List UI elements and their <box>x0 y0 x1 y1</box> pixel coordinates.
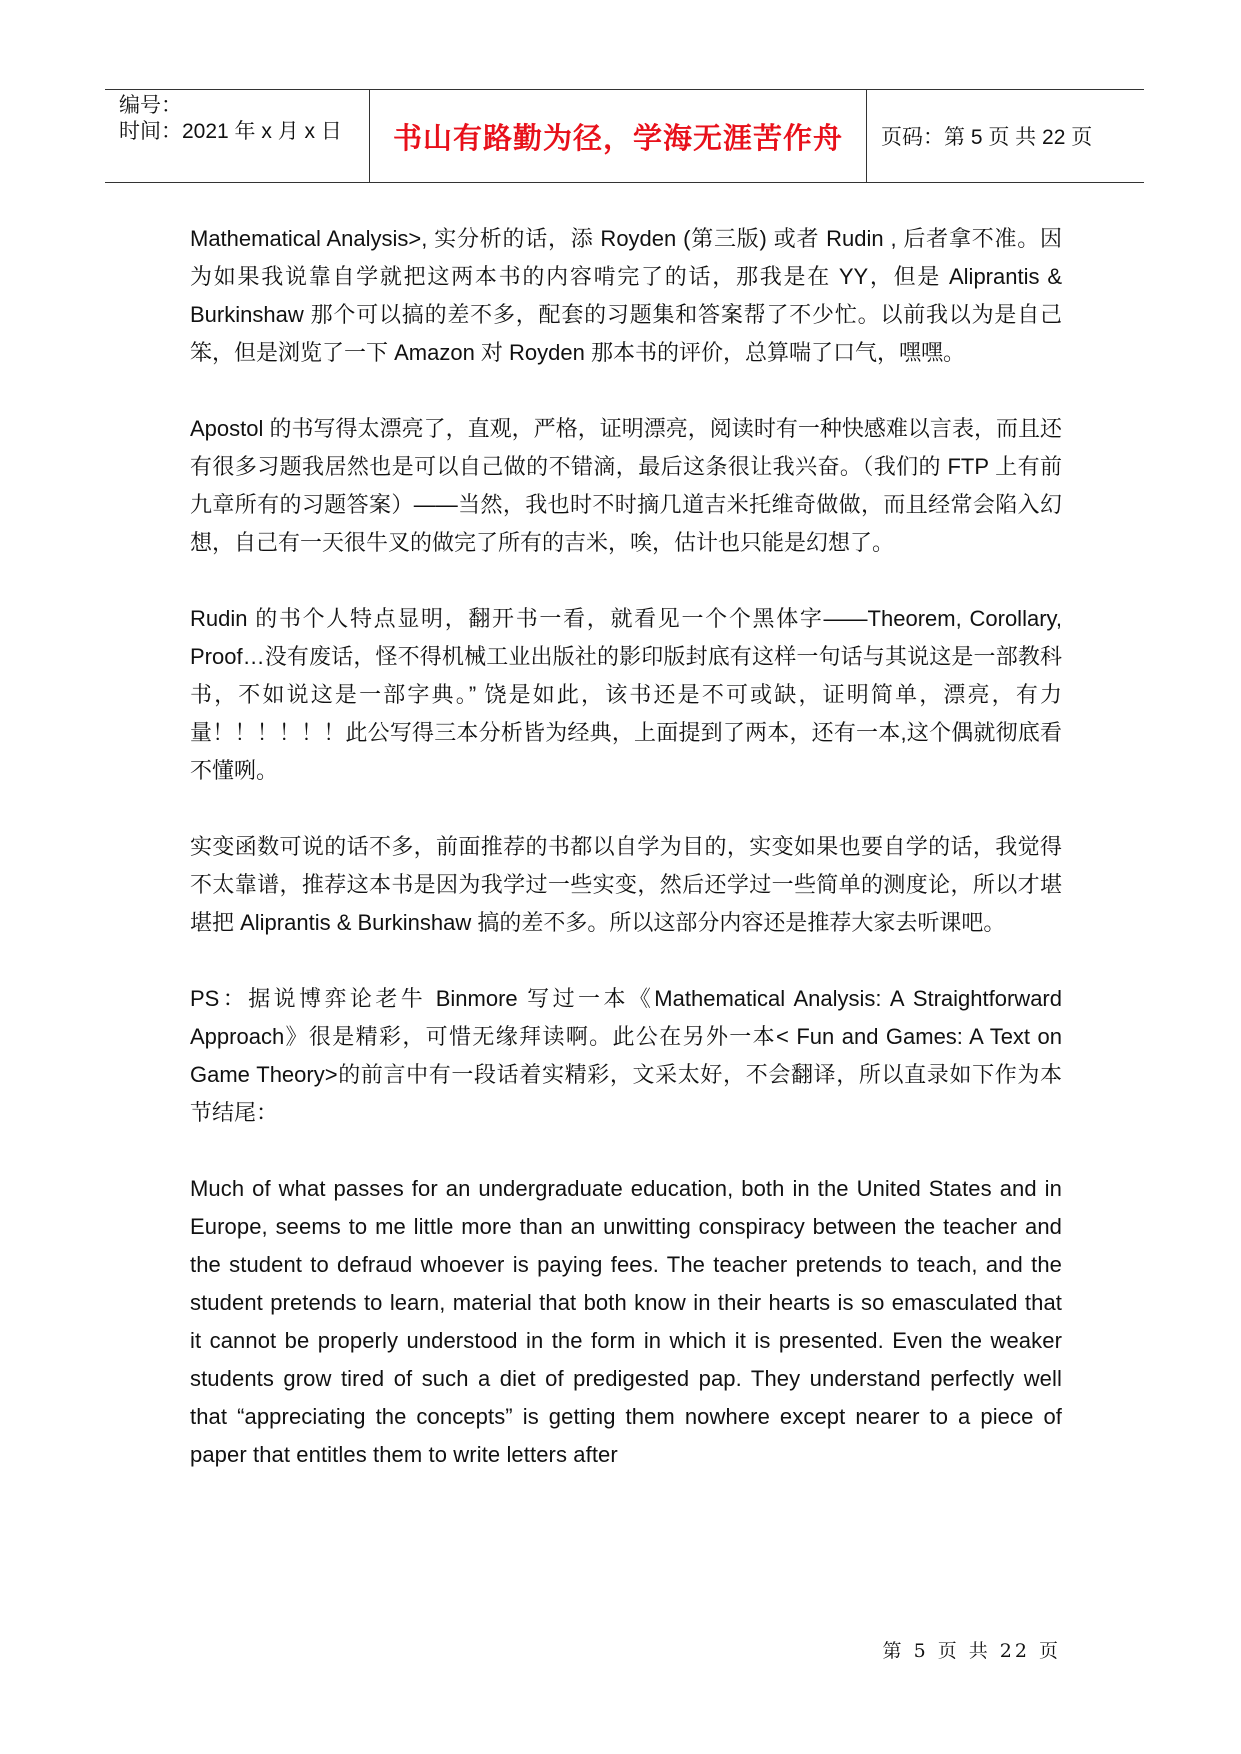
header-page-cell <box>867 90 1144 182</box>
document-body <box>190 220 1062 1512</box>
header-page-code: 页码：第 5 页 共 22 页 <box>881 126 1093 149</box>
page-header <box>105 89 1144 183</box>
paragraph-apostol: Apostol 的书写得太漂亮了，直观，严格，证明漂亮，阅读时有一种快感难以言表，而且还有很多习题我居然也是可以自己做的不错滴，最后这条很让我兴奋。（我们的 FTP 上有前九章所有的习题答案）——当然，我也时不时摘几道吉米托维奇做做，而且经常会陷入幻想，自己有一天很牛叉的做完了所有的吉米，唉，估计也只能是幻想了。 <box>190 416 1062 555</box>
page-footer: 第 5 页 共 22 页 <box>882 1640 1061 1662</box>
header-motto: 书山有路勤为径，学海无涯苦作舟 <box>392 122 843 155</box>
header-meta-cell <box>105 90 370 182</box>
header-motto-cell <box>370 90 867 182</box>
paragraph-binmore-quote: Much of what passes for an undergraduate education, both in the United States and in Europe, seems to me little more than an unwitting conspiracy between the teacher and the student to defraud whoever is paying fees. The teacher pretends to teach, and the student pretends to learn, material that both know in their hearts is so emasculated that it cannot be properly understood in the form in which it is presented. Even the weaker students grow tired of such a diet of predigested pap. They understand perfectly well that “appreciating the concepts” is getting them nowhere except nearer to a piece of paper that entitles them to write letters after <box>190 1176 1062 1467</box>
paragraph-ps-binmore: PS：据说博弈论老牛 Binmore 写过一本《Mathematical Analysis: A Straightforward Approach》很是精彩，可惜无缘拜读啊。此公在另外一本< Fun and Games: A Text on Game Theory>的前言中有一段话着实精彩，文采太好，不会翻译，所以直录如下作为本节结尾： <box>190 986 1062 1125</box>
paragraph-rudin: Rudin 的书个人特点显明，翻开书一看，就看见一个个黑体字——Theorem, Corollary, Proof…没有废话，怪不得机械工业出版社的影印版封底有这样一句话与其说这是一部教科书，不如说这是一部字典。” 饶是如此，该书还是不可或缺，证明简单，漂亮，有力量！！！！！！此公写得三本分析皆为经典，上面提到了两本，还有一本,这个偶就彻底看不懂咧。 <box>190 606 1062 783</box>
document-number-label: 编号： <box>119 94 182 117</box>
paragraph-real-analysis-books: Mathematical Analysis>, 实分析的话，添 Royden (第三版) 或者 Rudin , 后者拿不准。因为如果我说靠自学就把这两本书的内容啃完了的话，那我是在 YY，但是 Aliprantis & Burkinshaw 那个可以搞的差不多，配套的习题集和答案帮了不少忙。以前我以为是自己笨，但是浏览了一下 Amazon 对 Royden 那本书的评价，总算喘了口气，嘿嘿。 <box>190 226 1062 365</box>
document-time-label: 时间：2021 年 x 月 x 日 <box>119 120 342 143</box>
paragraph-real-variable-functions: 实变函数可说的话不多，前面推荐的书都以自学为目的，实变如果也要自学的话，我觉得不太靠谱，推荐这本书是因为我学过一些实变，然后还学过一些简单的测度论，所以才堪堪把 Aliprantis & Burkinshaw 搞的差不多。所以这部分内容还是推荐大家去听课吧。 <box>190 834 1062 935</box>
